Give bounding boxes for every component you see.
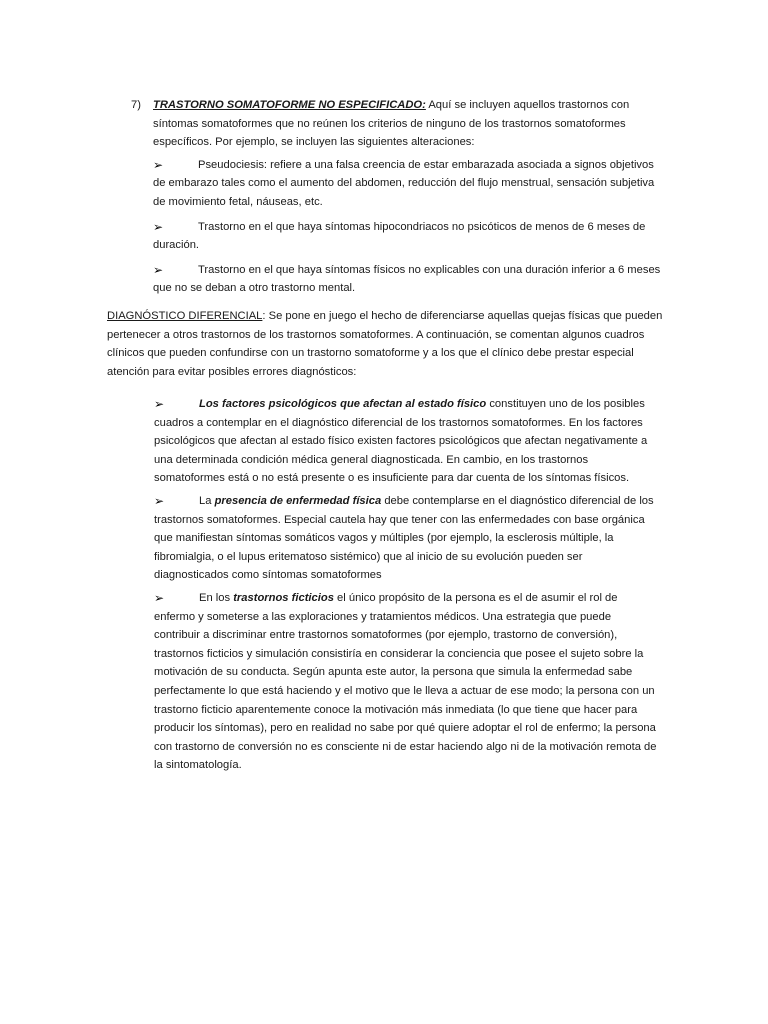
differential-diagnosis-list [154, 395, 659, 779]
differential-diagnosis-heading: DIAGNÓSTICO DIFERENCIAL [107, 310, 263, 322]
section-7-bullet-list [153, 156, 661, 298]
list-item-text [154, 589, 659, 775]
list-item-text: Trastorno en el que haya síntomas hipocondriacos no psicóticos de menos de 6 meses de duración. [153, 220, 646, 252]
item-emphasis: trastornos ficticios [233, 591, 334, 604]
list-item [154, 492, 659, 585]
list-item [153, 218, 661, 255]
differential-diagnosis-intro: : Se pone en juego el hecho de diferenciarse aquellas quejas físicas que pueden pertenecer a otros trastornos de los trastornos somatoformes. A continuación, se comentan algunos cuadros clínicos que pueden confundirse con un trastorno somatoforme y a los que el clínico debe prestar especial atención para evitar posibles errores diagnósticos: [107, 310, 663, 378]
arrow-bullet-icon: ➢ [154, 590, 165, 605]
arrow-bullet-icon: ➢ [153, 219, 164, 234]
list-item-text [154, 395, 659, 488]
section-7-heading [131, 96, 661, 152]
section-7-title: TRASTORNO SOMATOFORME NO ESPECIFICADO: [153, 99, 426, 111]
list-item-text: Pseudociesis: refiere a una falsa creencia de estar embarazada asociada a signos objetivos de embarazo tales como el aumento del abdomen, reducción del flujo menstrual, sensación subjetiva de movimiento fetal, náuseas, etc. [153, 158, 655, 208]
arrow-bullet-icon: ➢ [153, 157, 164, 172]
item-emphasis: Los factores psicológicos que afectan al estado físico [199, 398, 487, 410]
item-emphasis: presencia de enfermedad física [214, 494, 382, 507]
list-item-text: Trastorno en el que haya síntomas físicos no explicables con una duración inferior a 6 meses que no se deban a otro trastorno mental. [153, 263, 661, 295]
arrow-bullet-icon: ➢ [153, 262, 164, 277]
list-item [153, 261, 661, 298]
section-7 [131, 96, 661, 304]
item-body: constituyen uno de los posibles cuadros a contemplar en el diagnóstico diferencial de los trastornos somatoformes. En los factores psicológicos que afectan al estado físico existen factores psicológicos que afectan negativamente a una determinada condición médica general diagnosticada. En cambio, en los trastornos somatoformes está o no está presente o es insuficiente para dar cuenta de los síntomas físicos. [154, 398, 648, 485]
item-prefix: La [199, 494, 215, 507]
item-prefix: En los [199, 591, 234, 604]
list-item [154, 395, 659, 488]
arrow-bullet-icon: ➢ [154, 397, 165, 411]
list-item [154, 589, 659, 775]
list-item [153, 156, 661, 212]
section-7-intro: Aquí se incluyen aquellos trastornos con síntomas somatoformes que no reúnen los criterios de ninguno de los trastornos somatoformes específicos. Por ejemplo, se incluyen las siguientes alteraciones: [153, 99, 630, 149]
arrow-bullet-icon: ➢ [154, 493, 165, 508]
section-number: 7) [131, 99, 141, 111]
section-7-intro-paragraph [153, 96, 661, 152]
differential-diagnosis-paragraph [107, 307, 663, 381]
item-body: el único propósito de la persona es el de asumir el rol de enfermo y someterse a las exploraciones y tratamientos médicos. Una estrategia que puede contribuir a discriminar entre trastornos somatoformes (por ejemplo, trastorno de conversión), trastornos ficticios y simulación consistiría en considerar la conciencia que posee el sujeto sobre la motivación de su conducta. Según apunta este autor, la persona que simula la enfermedad sabe perfectamente lo que está haciendo y el motivo que le lleva a actuar de ese modo; la persona con un trastorno ficticio aparentemente conoce la motivación más inmediata (lo que tiene que hacer para producir los síntomas), pero en realidad no sabe por qué quiere adoptar el rol de enfermo; la persona con trastorno de conversión no es consciente ni de estar haciendo algo ni de la motivación remota de la sintomatología. [154, 591, 657, 772]
list-item-text [154, 492, 659, 585]
item-body: debe contemplarse en el diagnóstico diferencial de los trastornos somatoformes. Especial cautela hay que tener con las enfermedades con base orgánica que manifiestan síntomas somáticos vagos y múltiples (por ejemplo, la esclerosis múltiple, la fibromialgia, o el lupus eritematoso sistémico) que al inicio de su evolución pueden ser diagnosticados como síntomas somatoformes [154, 494, 654, 582]
